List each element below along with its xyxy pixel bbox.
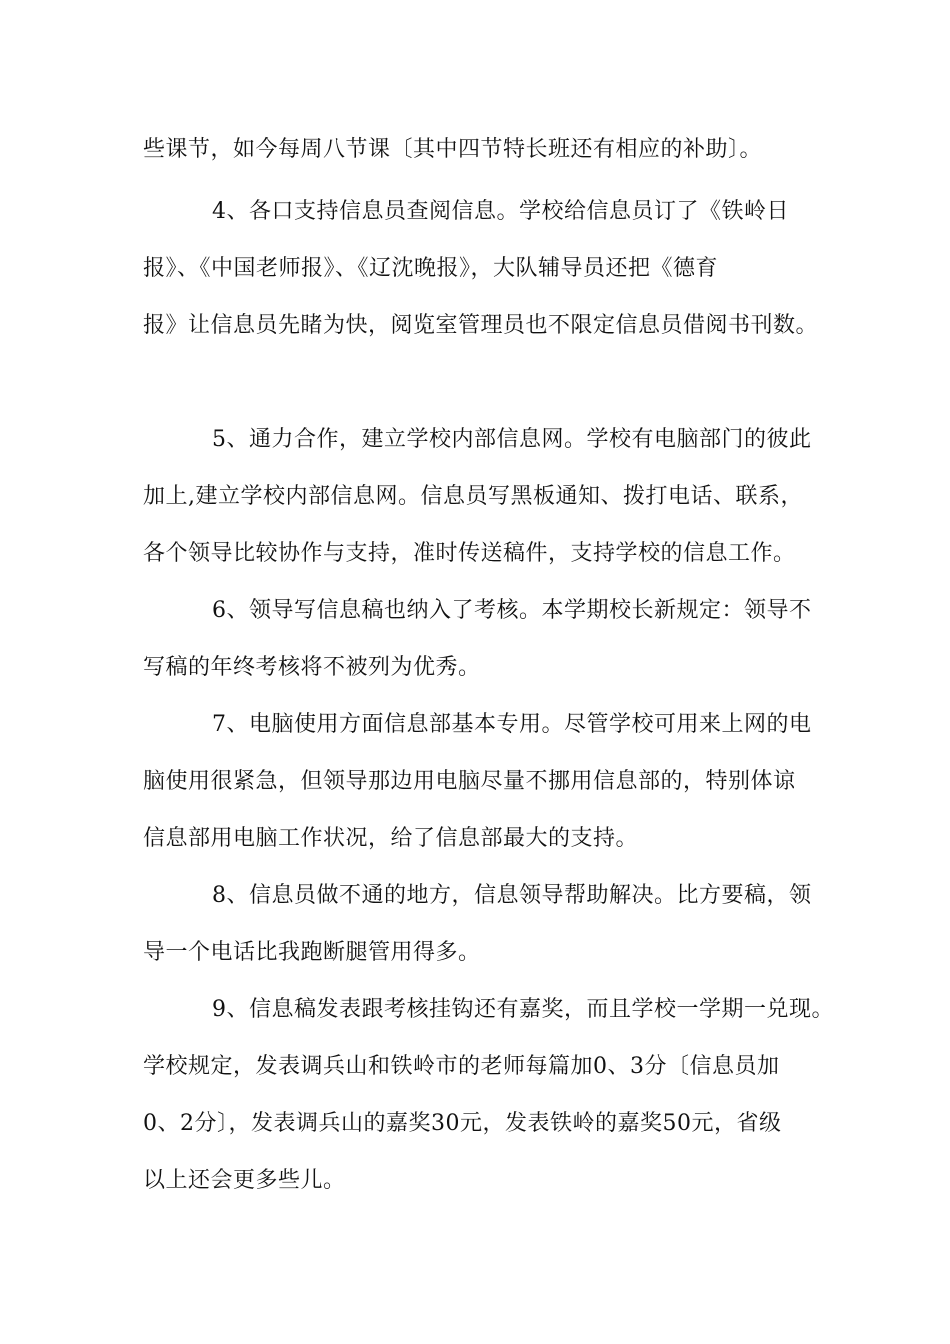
text-line: 导一个电话比我跑断腿管用得多。 xyxy=(143,940,481,965)
text-line: 以上还会更多些儿。 xyxy=(143,1168,346,1193)
text-line: 学校规定，发表调兵山和铁岭市的老师每篇加0、3分〔信息员加 xyxy=(143,1054,780,1079)
text-line: 信息部用电脑工作状况，给了信息部最大的支持。 xyxy=(143,826,639,851)
text-line: 7、电脑使用方面信息部基本专用。尽管学校可用来上网的电 xyxy=(212,712,812,737)
text-line: 脑使用很紧急，但领导那边用电脑尽量不挪用信息部的，特别体谅 xyxy=(143,769,796,794)
text-line: 加上,建立学校内部信息网。信息员写黑板通知、拨打电话、联系， xyxy=(143,484,803,509)
text-line: 报》让信息员先睹为快，阅览室管理员也不限定信息员借阅书刊数。 xyxy=(143,313,819,338)
text-line: 9、信息稿发表跟考核挂钩还有嘉奖，而且学校一学期一兑现。 xyxy=(212,997,834,1022)
text-line: 报》、《中国老师报》、《辽沈晚报》，大队辅导员还把《德育 xyxy=(143,256,719,281)
text-line: 些课节，如今每周八节课〔其中四节特长班还有相应的补助〕。 xyxy=(143,137,763,162)
text-line: 5、通力合作，建立学校内部信息网。学校有电脑部门的彼此 xyxy=(212,427,812,452)
text-line: 各个领导比较协作与支持，准时传送稿件，支持学校的信息工作。 xyxy=(143,541,796,566)
text-line: 6、领导写信息稿也纳入了考核。本学期校长新规定：领导不 xyxy=(212,598,812,623)
text-line: 4、各口支持信息员查阅信息。学校给信息员订了《铁岭日 xyxy=(212,199,789,224)
text-line: 8、信息员做不通的地方，信息领导帮助解决。比方要稿，领 xyxy=(212,883,812,908)
text-line: 0、2分〕，发表调兵山的嘉奖30元，发表铁岭的嘉奖50元，省级 xyxy=(143,1111,782,1136)
text-line: 写稿的年终考核将不被列为优秀。 xyxy=(143,655,481,680)
